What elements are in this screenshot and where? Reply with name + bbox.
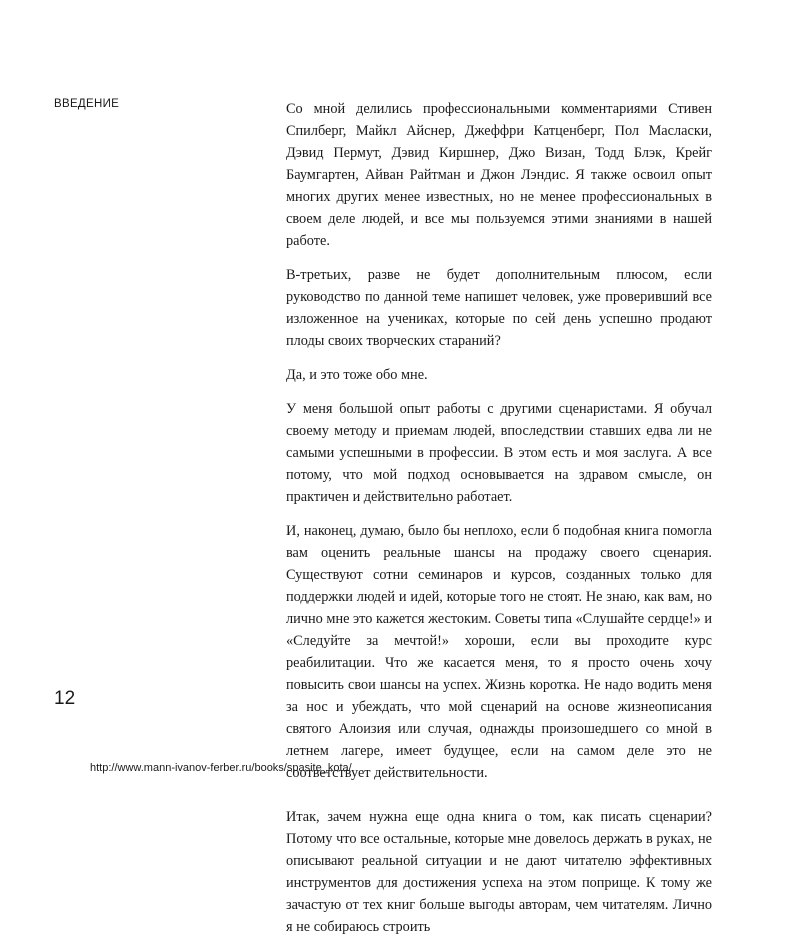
footer-url: http://www.mann-ivanov-ferber.ru/books/spasite_kota/ xyxy=(90,762,352,774)
paragraph: В-третьих, разве не будет дополнительным плюсом, если руководство по данной теме напишет человек, уже проверивший все изложенное на учениках, которые по сей день успешно продают плоды своих творческих стараний? xyxy=(286,267,712,349)
page-number: 12 xyxy=(54,688,76,709)
paragraph: У меня большой опыт работы с другими сценаристами. Я обучал своему методу и приемам людей, впоследствии ставших едва ли не самыми успешными в профессии. В этом есть и моя заслуга. А все потому, что мой подход основывается на здравом смысле, он практичен и действительно работает. xyxy=(286,401,712,505)
section-title: ВВЕДЕНИЕ xyxy=(54,98,120,110)
body-text xyxy=(286,98,712,950)
paragraph: Со мной делились профессиональными комментариями Стивен Спилберг, Майкл Айснер, Джеффри Катценберг, Пол Масласки, Дэвид Пермут, Дэвид Киршнер, Джо Визан, Тодд Блэк, Крейг Баумгартен, Айван Райтман и Джон Лэндис. Я также освоил опыт многих других менее известных, но не менее профессиональных в своем деле людей, и все мы пользуемся этими знаниями в нашей работе. xyxy=(286,101,712,249)
paragraph: Итак, зачем нужна еще одна книга о том, как писать сценарии? Потому что все остальные, которые мне довелось держать в руках, не описывают реальной ситуации и не дают читателю эффективных инструментов для достижения успеха на этом поприще. К тому же зачастую от тех книг больше выгоды авторам, чем читателям. Лично я не собираюсь строить xyxy=(286,809,712,935)
paragraph: И, наконец, думаю, было бы неплохо, если б подобная книга помогла вам оценить реальные шансы на продажу своего сценария. Существуют сотни семинаров и курсов, созданных только для поддержки людей и идей, которые того не стоят. Не знаю, как вам, но лично мне это кажется жестоким. Советы типа «Слушайте сердце!» и «Следуйте за мечтой!» хороши, если вы проходите курс реабилитации. Что же касается меня, то я просто очень хочу повысить свои шансы на успех. Жизнь коротка. Не надо водить меня за нос и убеждать, что мой сценарий на основе жизнеописания святого Алоизия или случая, однажды произошедшего со мной в летнем лагере, имеет будущее, если на самом деле это не соответствует действительности. xyxy=(286,523,712,781)
paragraph: Да, и это тоже обо мне. xyxy=(286,367,428,383)
